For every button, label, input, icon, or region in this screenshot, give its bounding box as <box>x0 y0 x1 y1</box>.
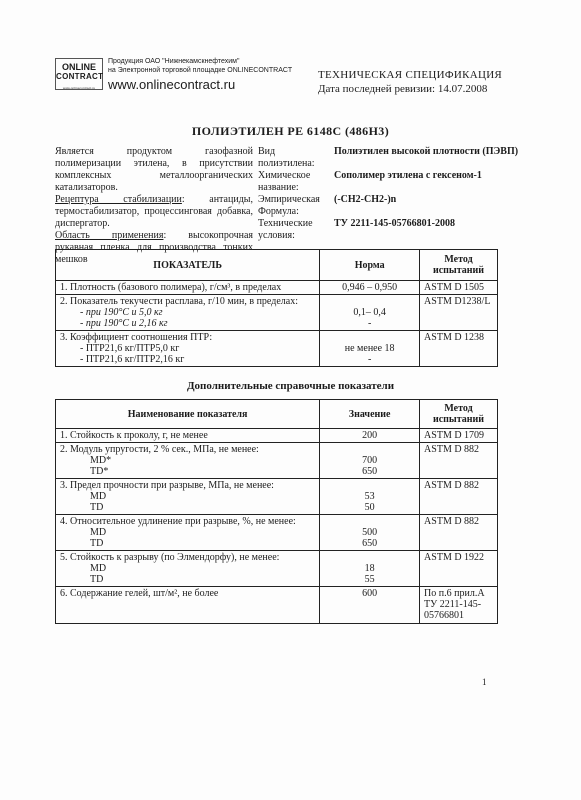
row-method: ASTM D 1922 <box>420 551 498 587</box>
property-values <box>334 146 524 230</box>
provider-line-1: Продукция ОАО "Нижнекамскнефтехим" <box>108 58 240 65</box>
header-method: Метод испытаний <box>420 400 498 429</box>
logo-line-1: ONLINE <box>61 62 96 72</box>
ratio-cell <box>56 331 320 367</box>
ratio-label: 3. Коэффициент соотношения ПТР: <box>60 332 213 343</box>
logo-line-3: www.onlinecontract.ru <box>62 86 96 90</box>
logo-line-2: CONTRACT <box>56 72 104 81</box>
header-method: Метод испытаний <box>420 250 498 281</box>
label-chemical-name: Химическое название: <box>258 170 311 193</box>
site-url: www.onlinecontract.ru <box>108 77 236 92</box>
table-row <box>56 515 498 551</box>
additional-properties-table <box>55 399 498 624</box>
ratio-norm-2: - <box>367 354 372 365</box>
description-text: Является продуктом газофазной полимеризации этилена, в присутствии комплексных металлоорганических катализаторов. <box>55 146 253 193</box>
spec-title: ТЕХНИЧЕСКАЯ СПЕЦИФИКАЦИЯ <box>318 69 503 81</box>
row-name-cell <box>56 479 320 515</box>
mfr-norm-2: - <box>367 318 372 329</box>
row-value-md: 500 <box>362 527 378 538</box>
header-norm: Норма <box>320 250 420 281</box>
stabilization-text: : антациды, термостабилизатор, процессинговая добавка, диспергатор. <box>55 194 254 229</box>
ratio-method: ASTM D 1238 <box>420 331 498 367</box>
value-tech-conditions: ТУ 2211-145-05766801-2008 <box>334 218 455 229</box>
row-value-td: 650 <box>362 466 378 477</box>
value-chemical-name: Сополимер этилена с гексеном-1 <box>334 170 482 181</box>
row-value-cell <box>320 479 420 515</box>
row-sub-md: MD <box>90 491 107 502</box>
row-name-cell <box>56 443 320 479</box>
density-norm: 0,946 – 0,950 <box>320 281 420 295</box>
row-sub-md: MD <box>90 563 107 574</box>
table-row <box>56 479 498 515</box>
density-label: 1. Плотность (базового полимера), г/см³, в пределах <box>56 281 320 295</box>
table-header-row <box>56 250 498 281</box>
revision-date: Дата последней ревизии: 14.07.2008 <box>318 83 488 95</box>
main-properties-table <box>55 249 498 367</box>
page-number: 1 <box>482 677 487 687</box>
row-value-md: 18 <box>364 563 375 574</box>
row-name: 5. Стойкость к разрыву (по Элмендорфу), не менее: <box>60 552 280 563</box>
row-sub-md: MD* <box>90 455 112 466</box>
ratio-norm-cell <box>320 331 420 367</box>
table-row <box>56 587 498 624</box>
product-title: ПОЛИЭТИЛЕН РЕ 6148С (486Н3) <box>191 124 390 138</box>
row-name-cell <box>56 551 320 587</box>
header-parameter: ПОКАЗАТЕЛЬ <box>56 250 320 281</box>
row-method: ASTM D 1709 <box>420 429 498 443</box>
row-sub-td: TD <box>90 502 104 513</box>
row-sub-md: MD <box>90 527 107 538</box>
onlinecontract-logo <box>55 58 103 90</box>
mfr-method: ASTM D1238/L <box>420 295 498 331</box>
label-tech-conditions: Технические условия: <box>258 218 313 241</box>
table-row <box>56 551 498 587</box>
table-row <box>56 295 498 331</box>
row-sub-td: TD* <box>90 466 109 477</box>
row-name: 6. Содержание гелей, шт/м², не более <box>56 587 320 624</box>
header-name: Наименование показателя <box>56 400 320 429</box>
mfr-sub-2: - при 190°С и 2,16 кг <box>80 318 168 329</box>
row-value-td: 50 <box>364 502 375 513</box>
property-labels <box>258 146 328 242</box>
table-header-row <box>56 400 498 429</box>
row-name: 1. Стойкость к проколу, г, не менее <box>56 429 320 443</box>
table-row <box>56 281 498 295</box>
table-row <box>56 443 498 479</box>
row-value-cell <box>320 551 420 587</box>
row-method: ASTM D 882 <box>420 443 498 479</box>
row-value: 200 <box>320 429 420 443</box>
ratio-sub-2: - ПТР21,6 кг/ПТР2,16 кг <box>80 354 185 365</box>
mfr-cell <box>56 295 320 331</box>
row-sub-td: TD <box>90 574 104 585</box>
table-row <box>56 429 498 443</box>
provider-text <box>108 57 292 75</box>
density-method: ASTM D 1505 <box>420 281 498 295</box>
application-label: Область применения <box>55 230 164 241</box>
mfr-label: 2. Показатель текучести расплава, г/10 мин, в пределах: <box>60 296 298 307</box>
value-pe-type: Полиэтилен высокой плотности (ПЭВП) <box>334 146 519 157</box>
row-value: 600 <box>320 587 420 624</box>
provider-line-2: на Электронной торговой площадке ONLINECONTRACT <box>108 67 293 74</box>
row-method: По п.6 прил.А ТУ 2211-145-05766801 <box>420 587 498 624</box>
row-value-cell <box>320 515 420 551</box>
mfr-norm-cell <box>320 295 420 331</box>
header-value: Значение <box>320 400 420 429</box>
row-name: 4. Относительное удлинение при разрыве, %, не менее: <box>60 516 296 527</box>
row-value-td: 55 <box>364 574 375 585</box>
ratio-sub-1: - ПТР21,6 кг/ПТР5,0 кг <box>80 343 180 354</box>
label-pe-type: Вид полиэтилена: <box>258 146 315 169</box>
row-sub-td: TD <box>90 538 104 549</box>
row-name-cell <box>56 515 320 551</box>
row-value-md: 700 <box>362 455 378 466</box>
row-name: 3. Предел прочности при разрыве, МПа, не менее: <box>60 480 274 491</box>
ratio-norm-1: не менее 18 <box>344 343 395 354</box>
table-row <box>56 331 498 367</box>
row-value-cell <box>320 443 420 479</box>
row-value-td: 650 <box>362 538 378 549</box>
value-formula: (-CH2-CH2-)n <box>334 194 397 205</box>
application-text: : высокопрочная рукавная пленка для производства тонких мешков <box>55 230 253 265</box>
product-description <box>55 146 253 266</box>
row-value-md: 53 <box>364 491 375 502</box>
label-formula: Эмпирическая Формула: <box>258 194 320 217</box>
row-method: ASTM D 882 <box>420 515 498 551</box>
mfr-sub-1: - при 190°С и 5,0 кг <box>80 307 163 318</box>
row-name: 2. Модуль упругости, 2 % сек., МПа, не менее: <box>60 444 259 455</box>
mfr-norm-1: 0,1– 0,4 <box>353 307 386 318</box>
row-method: ASTM D 882 <box>420 479 498 515</box>
stabilization-label: Рецептура стабилизации <box>55 194 182 205</box>
additional-section-title: Дополнительные справочные показатели <box>186 380 395 392</box>
